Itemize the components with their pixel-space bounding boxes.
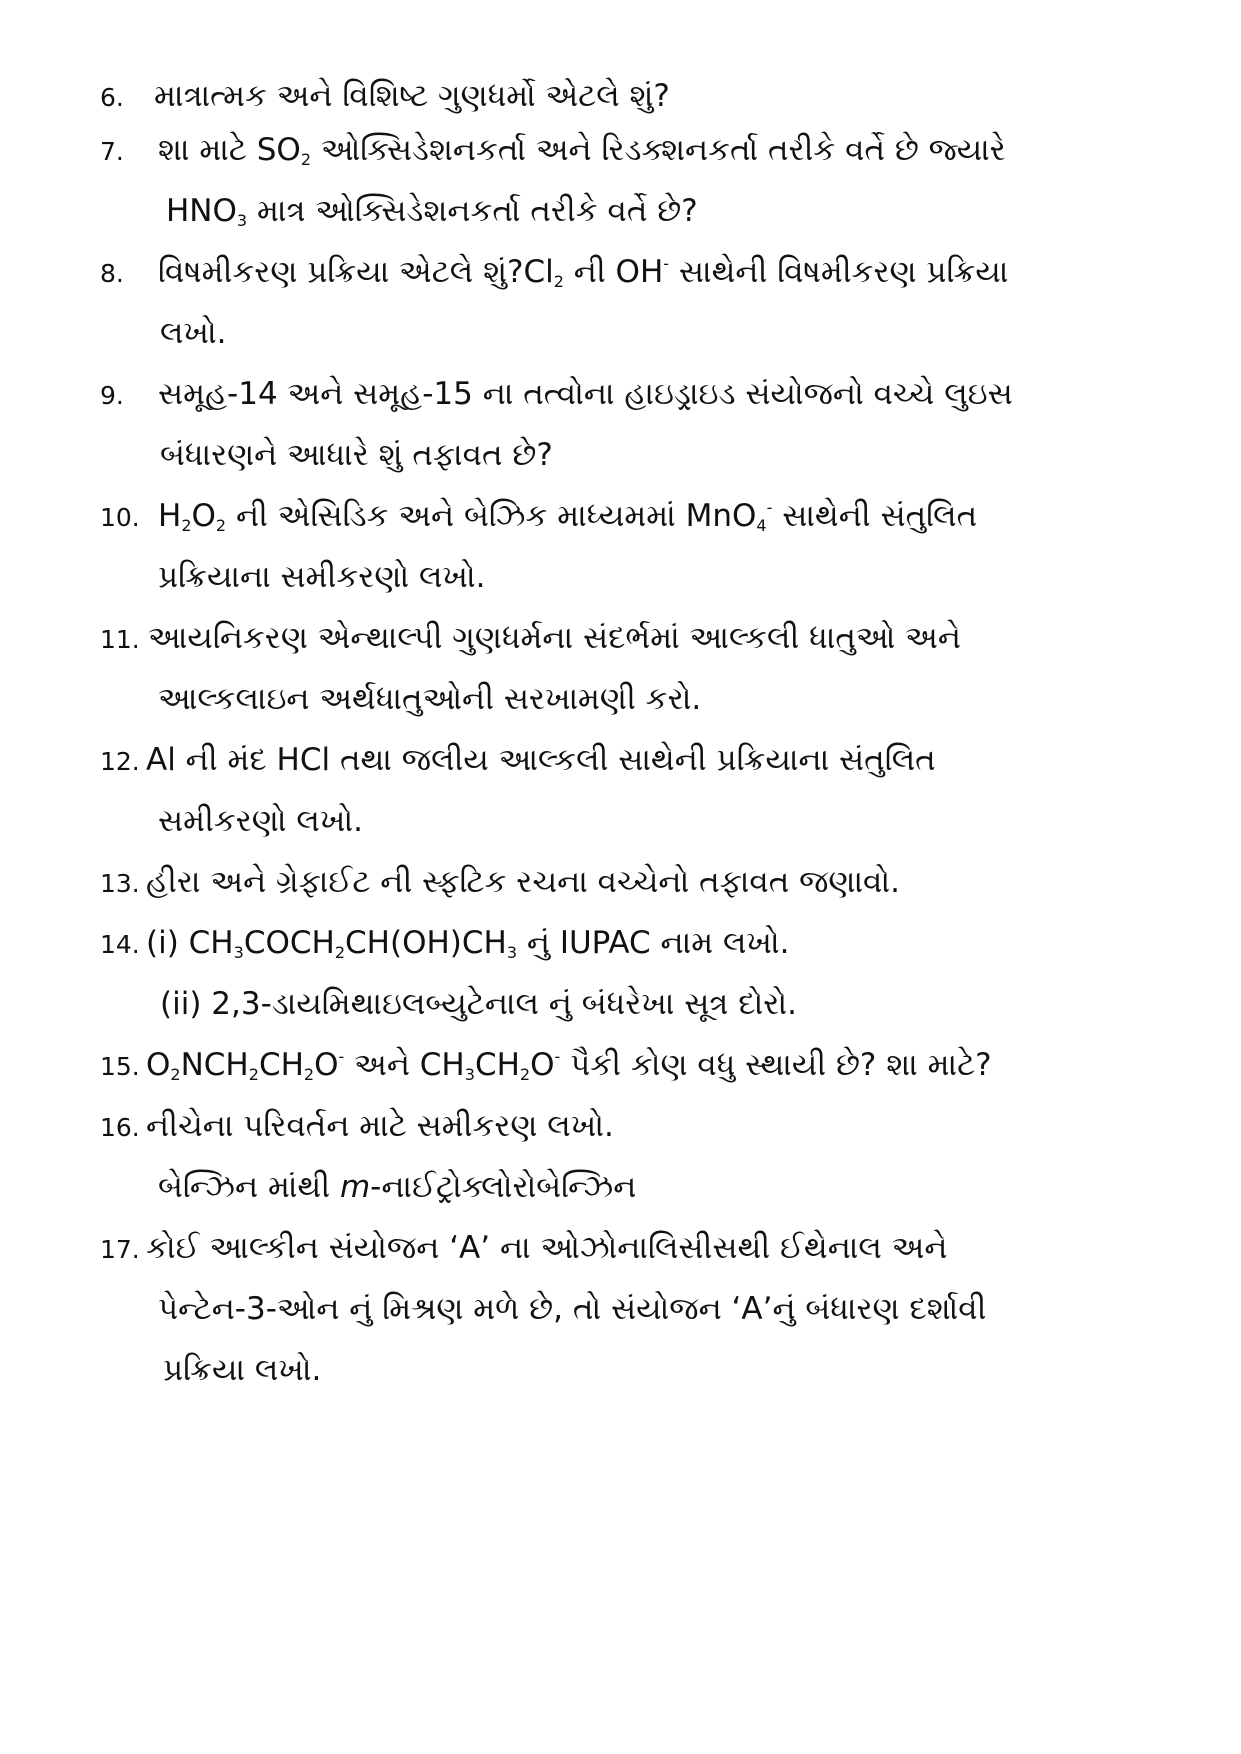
subscript: 2 [519,1065,531,1084]
question-text: પ્રક્રિયા લખો. [163,1352,322,1388]
question-9 [100,364,1140,486]
question-10-line-1 [100,486,1140,547]
question-text: O [530,1047,555,1083]
question-text: સમીકરણો લખો. [158,803,363,839]
question-text: O [146,1047,171,1083]
subscript: 2 [300,150,311,169]
question-14-line-2 [100,974,1140,1035]
question-text: O [191,498,216,534]
superscript: - [338,1047,345,1066]
question-14-line-1 [100,913,1140,974]
meta-prefix: m [339,1169,371,1205]
question-text: પ્રક્રિયાના સમીકરણો લખો. [158,559,486,595]
question-number: 6. [100,83,124,112]
question-text: (i) CH [146,925,234,961]
superscript: - [554,1047,561,1066]
subscript: 2 [181,516,192,535]
question-text: COCH [243,925,335,961]
question-8-line-2 [100,303,1140,364]
question-number: 13. [100,869,140,898]
subscript: 2 [553,272,564,291]
question-text: O [314,1047,339,1083]
question-7-line-1 [100,120,1140,181]
question-text: લખો. [160,315,227,351]
question-text: સાથેની વિષમીકરણ પ્રક્રિયા [669,254,1009,290]
question-text: CH [474,1047,520,1083]
question-number: 8. [100,259,124,288]
question-12 [100,730,1140,852]
question-number: 17. [100,1235,140,1264]
subscript: 2 [303,1065,315,1084]
subscript: 3 [464,1065,475,1084]
question-10 [100,486,1140,608]
question-text: (ii) 2,3-ડાયમિથાઇલબ્યુટેનાલ નું બંધરેખા સૂત્ર દોરો. [160,986,797,1022]
question-13 [100,852,1140,913]
question-number: 10. [100,503,140,532]
question-text: વિષમીકરણ પ્રક્રિયા એટલે શું?Cl [158,254,554,290]
question-text: શા માટે SO [158,132,301,168]
question-text: કોઈ આલ્કીન સંયોજન ‘A’ ના ઓઝોનાલિસીસથી ઈથેનાલ અને [146,1230,948,1266]
question-7-line-2 [100,181,1140,242]
question-15 [100,1035,1140,1096]
subscript: 4 [756,516,767,535]
question-text: પેન્ટેન-3-ઓન નું મિશ્રણ મળે છે, તો સંયોજન ‘A’નું બંધારણ દર્શાવી [158,1291,987,1327]
question-text: ની OH [563,254,664,290]
subscript: 2 [215,516,227,535]
question-number: 15. [100,1052,140,1081]
question-12-line-1 [100,730,1140,791]
question-17-line-1 [100,1218,1140,1279]
question-number: 16. [100,1113,140,1142]
question-11-line-1 [100,608,1140,669]
question-8 [100,242,1140,364]
question-11-line-2 [100,669,1140,730]
question-text: નીચેના પરિવર્તન માટે સમીકરણ લખો. [146,1108,614,1144]
question-17-line-2 [100,1279,1140,1340]
subscript: 3 [236,211,248,230]
question-8-line-1 [100,242,1140,303]
subscript: 2 [170,1065,181,1084]
question-11 [100,608,1140,730]
question-text: CH [258,1047,304,1083]
question-text: અને CH [344,1047,465,1083]
question-text: આલ્કલાઇન અર્થધાતુઓની સરખામણી કરો. [158,681,702,717]
question-text: હીરા અને ગ્રેફાઈટ ની સ્ફટિક રચના વચ્ચેનો તફાવત જણાવો. [146,864,900,900]
question-text: બેન્ઝિન માંથી [158,1169,340,1205]
question-text: આયનિકરણ એન્થાલ્પી ગુણધર્મના સંદર્ભમાં આલ્કલી ધાતુઓ અને [148,620,961,656]
question-text: બંધારણને આધારે શું તફાવત છે? [160,437,553,473]
question-number: 9. [100,381,124,410]
superscript: - [663,254,670,273]
question-17-line-3 [100,1340,1140,1401]
subscript: 3 [233,943,244,962]
question-text: -નાઈટ્રોક્લોરોબેન્ઝિન [370,1169,637,1205]
subscript: 2 [248,1065,259,1084]
question-number: 12. [100,747,140,776]
subscript: 3 [506,943,518,962]
question-text: સમૂહ-14 અને સમૂહ-15 ના તત્વોના હાઇડ્રાઇડ સંયોજનો વચ્ચે લુઇસ [158,376,1013,412]
question-number: 7. [100,137,124,166]
question-9-line-1 [100,364,1140,425]
question-10-line-2 [100,547,1140,608]
question-text: માત્ર ઓક્સિડેશનકર્તા તરીકે વર્તે છે? [247,193,698,229]
question-9-line-2 [100,425,1140,486]
question-text: HNO [166,193,237,229]
question-text: સાથેની સંતુલિત [772,498,978,534]
question-text: નું IUPAC નામ લખો. [517,925,790,961]
question-17 [100,1218,1140,1401]
question-16 [100,1096,1140,1218]
question-13-line-1 [100,852,1140,913]
question-text: પૈકી કોણ વધુ સ્થાયી છે? શા માટે? [560,1047,992,1083]
subscript: 2 [334,943,346,962]
question-16-line-1 [100,1096,1140,1157]
question-text: ની એસિડિક અને બેઝિક માધ્યમમાં MnO [226,498,757,534]
question-text: CH(OH)CH [345,925,507,961]
superscript: - [766,498,773,517]
question-number: 14. [100,930,140,959]
question-number: 11. [100,625,140,654]
question-6 [100,66,1140,127]
question-7 [100,120,1140,242]
question-14 [100,913,1140,1035]
question-text: H [158,498,182,534]
question-6-line-1 [100,66,1140,127]
question-16-line-2 [100,1157,1140,1218]
question-text: ઓક્સિડેશનકર્તા અને રિડક્શનકર્તા તરીકે વર્તે છે જ્યારે [311,132,1006,168]
question-text: માત્રાત્મક અને વિશિષ્ટ ગુણધર્મો એટલે શું? [154,78,670,114]
question-15-line-1 [100,1035,1140,1096]
question-text: NCH [180,1047,249,1083]
question-12-line-2 [100,791,1140,852]
question-text: Al ની મંદ HCl તથા જલીય આલ્કલી સાથેની પ્રક્રિયાના સંતુલિત [146,742,936,778]
